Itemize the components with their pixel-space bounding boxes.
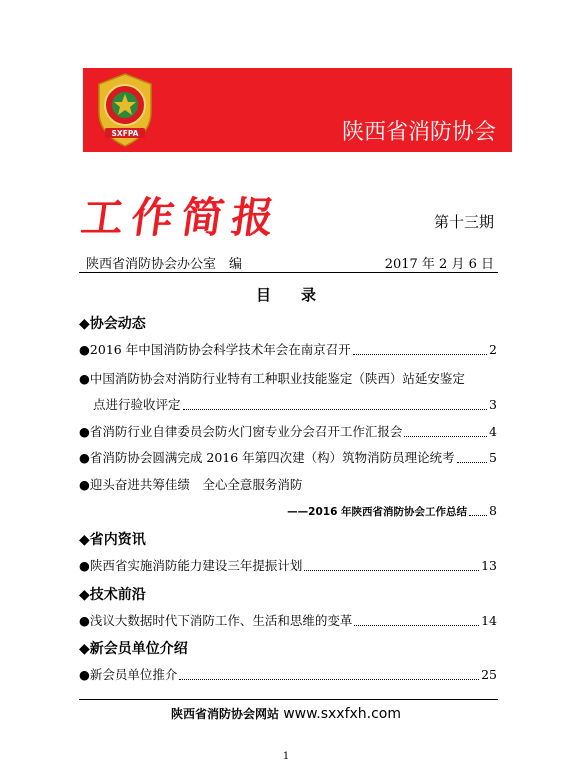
leader-dots (179, 679, 479, 680)
website-link[interactable]: www.sxxfxh.com (283, 706, 402, 722)
header-rule (79, 272, 498, 273)
leader-dots (469, 515, 487, 516)
toc-entry[interactable] (79, 611, 497, 629)
editor-line: 陕西省消防协会办公室 编 (86, 257, 243, 272)
toc-entry[interactable] (79, 448, 497, 466)
footer-label: 陕西省消防协会网站 (170, 707, 279, 721)
toc-entry[interactable] (79, 340, 497, 358)
toc-section-title: ◆技术前沿 (79, 587, 146, 603)
toc-entry-text: ●中国消防协会对消防行业特有工种职业技能鉴定（陕西）站延安鉴定 (79, 371, 465, 386)
leader-dots (404, 436, 487, 437)
toc-entry-text: ●新会员单位推介 (79, 667, 178, 682)
toc-heading: 目 录 (255, 286, 316, 304)
toc-entry-page: 8 (489, 503, 497, 518)
logo-text: SXFPA (111, 129, 139, 138)
toc-section-title: ◆协会动态 (79, 316, 146, 332)
toc-entry[interactable] (79, 665, 497, 683)
toc-entry-text: ●省消防协会圆满完成 2016 年第四次建（构）筑物消防员理论统考 (79, 450, 455, 465)
toc-entry-text: 点进行验收评定 (93, 397, 181, 412)
footer-rule (79, 699, 498, 700)
toc-entry-page: 2 (489, 342, 497, 357)
toc-entry[interactable] (79, 369, 497, 387)
leader-dots (354, 625, 479, 626)
toc-entry-page: 13 (481, 558, 497, 573)
leader-dots (457, 462, 487, 463)
toc-entry-text: ●陕西省实施消防能力建设三年提振计划 (79, 558, 303, 573)
toc-entry-text: ●迎头奋进共筹佳绩 全心全意服务消防 (79, 477, 303, 492)
toc-entry-page: 4 (489, 424, 497, 439)
association-logo-icon (93, 72, 157, 148)
toc-entry-page: 5 (489, 450, 497, 465)
page-number: 1 (282, 751, 290, 762)
toc-entry-text: ●2016 年中国消防协会科学技术年会在南京召开 (79, 342, 351, 357)
banner-title: 陕西省消防协会 (341, 120, 496, 145)
bulletin-title: 工作简报 (78, 193, 286, 242)
toc-entry-subtitle-text: ——2016 年陕西省消防协会工作总结 (287, 506, 468, 518)
toc-entry-page: 3 (489, 397, 497, 412)
header-banner (83, 68, 512, 152)
footer (0, 705, 572, 722)
toc-entry-text: ●省消防行业自律委员会防火门窗专业分会召开工作汇报会 (79, 424, 403, 439)
toc-entry-page: 25 (481, 667, 497, 682)
toc-entry-continuation[interactable] (93, 395, 497, 413)
toc-section-title: ◆省内资讯 (79, 532, 146, 548)
toc-section-title: ◆新会员单位介绍 (79, 641, 188, 657)
leader-dots (304, 570, 479, 571)
leader-dots (183, 409, 488, 410)
issue-number: 第十三期 (433, 213, 494, 231)
toc-entry-subtitle[interactable] (287, 503, 497, 519)
toc-entry-text: ●浅议大数据时代下消防工作、生活和思维的变革 (79, 613, 353, 628)
publish-date: 2017 年 2 月 6 日 (384, 257, 494, 272)
toc-entry-page: 14 (481, 613, 497, 628)
toc-entry[interactable] (79, 556, 497, 574)
leader-dots (353, 354, 487, 355)
toc-entry[interactable] (79, 475, 497, 493)
toc-entry[interactable] (79, 422, 497, 440)
